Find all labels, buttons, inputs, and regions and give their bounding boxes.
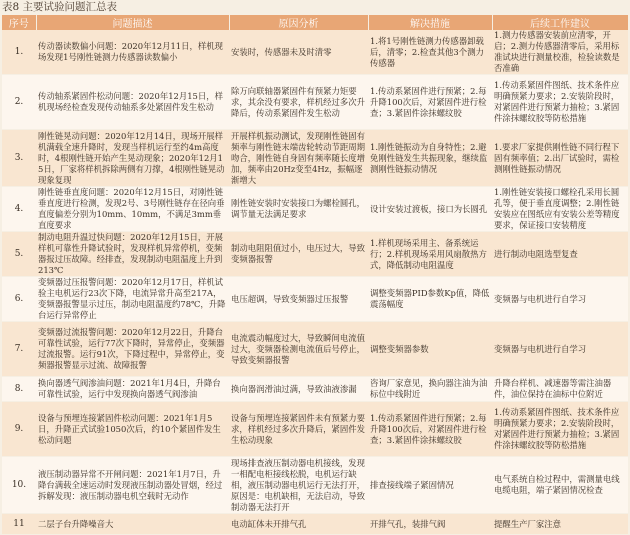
cell-cause: 设备与预埋连接紧固件未有预紧力要求，样机经过多次升降后，紧固件发生松动现象 <box>229 402 368 457</box>
cell-description: 传动轴系紧固件松动问题：2020年12月15日，样机现场经检查发现传动轴系多处紧固件发生松动 <box>36 75 229 130</box>
header-cause: 原因分析 <box>229 15 368 30</box>
cell-suggestion: 升降台样机、减速器等需注油器件，油位保持在油标中位附近 <box>492 377 628 402</box>
cell-cause: 制动电阻阻值过小，电压过大，导致变频器报警 <box>229 232 368 277</box>
cell-no: 9. <box>2 402 36 457</box>
table-row <box>2 457 628 514</box>
cell-no: 2. <box>2 75 36 130</box>
cell-suggestion: 进行制动电阻选型复查 <box>492 232 628 277</box>
table-row <box>2 187 628 232</box>
table-caption: 表8 主要试验问题汇总表 <box>2 1 118 13</box>
cell-no: 7. <box>2 322 36 377</box>
cell-description: 二层子台升降噪音大 <box>36 514 229 535</box>
cell-cause: 电动缸体未开排气孔 <box>229 514 368 535</box>
cell-cause: 除万向联轴器紧固件有预紧力矩要求，其余没有要求，样机经过多次升降后，传动系紧固件发生松动 <box>229 75 368 130</box>
table-row <box>2 232 628 277</box>
cell-solution: 调整变频器参数 <box>368 322 492 377</box>
cell-no: 5. <box>2 232 36 277</box>
cell-description: 变频器过压报警问题：2020年12月17日，样机试验主电机运行23次下降，电流异常升高至217A，变频器报警显示过压，制动电阻温度约78℃，升降台运行异常停止 <box>36 277 229 322</box>
cell-description: 刚性链晃动问题：2020年12月14日，现场开展样机满载全速升降时，发现当样机运行至约4m高度时，4根刚性链开始产生晃动现象；2020年12月15日，厂家将样机拆除两侧有刀撑，4根刚性链晃动现象复现 <box>36 130 229 187</box>
cell-cause: 现场排查液压制动器电机接线，发现一相配电柜接线松脱，电机运行缺相，液压制动器电机运行无法打开，原因是：电机缺相，无法启动，导致制动器无法打开 <box>229 457 368 514</box>
header-suggestion: 后续工作建议 <box>492 15 628 30</box>
cell-description: 传动器读数偏小问题：2020年12月11日，样机现场发现1号刚性链测力传感器读数偏小 <box>36 30 229 75</box>
cell-suggestion: 1.刚性链安装接口螺栓孔采用长圆孔等，便于垂直度调整；2.刚性链安装应在图纸应有安装公差等精度要求，保证接口安装精度 <box>492 187 628 232</box>
cell-solution: 1.传动系紧固件进行预紧；2.每升降100次后，对紧固件进行检查；3.紧固件涂抹螺纹胶 <box>368 75 492 130</box>
cell-solution: 1.样机现场采用主、备系统运行；2.样机现场采用风扇散热方式，降低制动电阻温度 <box>368 232 492 277</box>
cell-no: 3. <box>2 130 36 187</box>
header-description: 问题描述 <box>36 15 229 30</box>
cell-solution: 调整变频器PID参数Kp值，降低震荡幅度 <box>368 277 492 322</box>
table-row <box>2 377 628 402</box>
table-row <box>2 277 628 322</box>
cell-no: 8. <box>2 377 36 402</box>
table-header <box>2 15 628 30</box>
cell-suggestion: 提醒生产厂家注意 <box>492 514 628 535</box>
cell-description: 变频器过流报警问题：2020年12月22日，升降台可靠性试验，运行77次下降时，异常停止，变频器过流报警。运行91次，下降过程中，异常停止，变频器报警显示过流、故障报警 <box>36 322 229 377</box>
header-solution: 解决措施 <box>368 15 492 30</box>
cell-cause: 开展样机振动测试，发现刚性链固有频率与刚性链末端齿轮转动节距周期吻合，刚性链自身固有频率随长度增加，频率由20Hz变至4Hz，振幅逐渐增大 <box>229 130 368 187</box>
cell-cause: 刚性链安装时安装接口为螺栓圆孔，调节量无法满足要求 <box>229 187 368 232</box>
cell-suggestion: 电气系统自检过程中，需测量电线电缆电阻，端子紧固情况检查 <box>492 457 628 514</box>
cell-cause: 电压超调，导致变频器过压报警 <box>229 277 368 322</box>
cell-no: 6. <box>2 277 36 322</box>
cell-no: 11 <box>2 514 36 535</box>
cell-no: 1. <box>2 30 36 75</box>
cell-no: 10. <box>2 457 36 514</box>
cell-no: 4. <box>2 187 36 232</box>
problem-summary-table <box>2 15 629 535</box>
table-row <box>2 75 628 130</box>
table-row <box>2 130 628 187</box>
table-row <box>2 30 628 75</box>
cell-description: 制动电阻升温过快问题：2020年12月15日，开展样机可靠性升降试验时，发现样机异常停机，变频器报过压故障。经排查，发现制动电阻温度上升到213℃ <box>36 232 229 277</box>
table-row <box>2 402 628 457</box>
cell-suggestion: 变频器与电机进行自学习 <box>492 277 628 322</box>
table-row <box>2 322 628 377</box>
cell-cause: 安装时，传感器未及时清零 <box>229 30 368 75</box>
cell-solution: 1.刚性链振动为自身特性；2.避免刚性链发生共振现象，继续监测刚性链振动情况 <box>368 130 492 187</box>
cell-description: 换向器透气阀渗油问题：2021年1月4日，升降台可靠性试验，运行中发现换向器透气阀渗油 <box>36 377 229 402</box>
cell-suggestion: 1.传动系紧固件图纸、技术条件应明确预紧力要求；2.安装阶段时，对紧固件进行预紧力抽检；3.紧固件涂抹螺纹胶等防松措施 <box>492 75 628 130</box>
cell-solution: 设计安装过渡板，接口为长圆孔 <box>368 187 492 232</box>
table-row <box>2 514 628 535</box>
cell-solution: 1.传动系紧固件进行预紧；2.每升降100次后，对紧固件进行检查；3.紧固件涂抹螺纹胶 <box>368 402 492 457</box>
cell-solution: 咨询厂家意见，换向器注油为油标位中线附近 <box>368 377 492 402</box>
cell-solution: 开排气孔，装排气阀 <box>368 514 492 535</box>
cell-suggestion: 1.测力传感器安装前应清零，开启；2.测力传感器清零后，采用标准试块进行测量校准，检验读数是否准确 <box>492 30 628 75</box>
cell-description: 液压制动器异常不开闸问题：2021年1月7日，升降台满载全速运动时发现液压制动器处冒烟，经过拆解发现：液压制动器电机空载时无动作 <box>36 457 229 514</box>
cell-cause: 换向器润滑油过满，导致油液渗漏 <box>229 377 368 402</box>
cell-description: 刚性链垂直度问题：2020年12月15日，对刚性链垂直度进行检测，发现2号、3号刚性链存在径向垂直度偏差分别为10mm、10mm，不满足3mm垂直度要求 <box>36 187 229 232</box>
cell-solution: 排查接线端子紧固情况 <box>368 457 492 514</box>
cell-cause: 电流震动幅度过大，导致瞬间电流值过大，变频器检测电流值后号停止，导致变频器报警 <box>229 322 368 377</box>
cell-suggestion: 1.要求厂家提供刚性链不同行程下固有频率值；2.出厂试验时，需检测刚性链振动情况 <box>492 130 628 187</box>
cell-suggestion: 变频器与电机进行自学习 <box>492 322 628 377</box>
cell-solution: 1.将1号刚性链测力传感器卸载后，清零；2.检查其他3个测力传感器 <box>368 30 492 75</box>
header-no: 序号 <box>2 15 36 30</box>
cell-suggestion: 1.传动系紧固件图纸、技术条件应明确预紧力要求；2.安装阶段时，对紧固件进行预紧力抽检；3.紧固件涂抹螺纹胶等防松措施 <box>492 402 628 457</box>
cell-description: 设备与预埋连接紧固件松动问题：2021年1月5日，升降正式试验1050次后，约10个紧固件发生松动问题 <box>36 402 229 457</box>
